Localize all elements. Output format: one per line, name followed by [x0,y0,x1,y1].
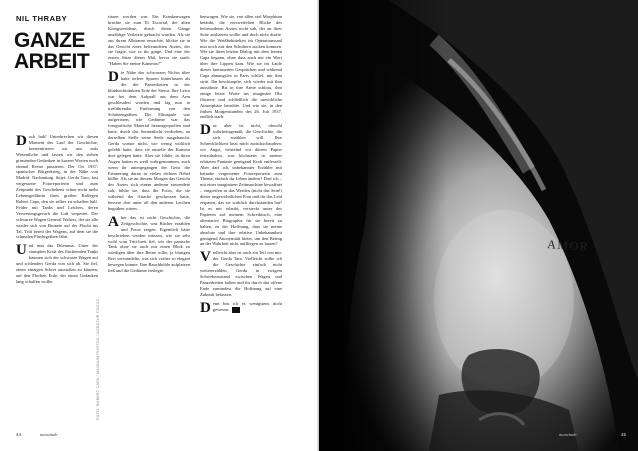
title-line-1: GANZE [14,29,85,52]
photo-torso [319,0,638,451]
page-number-left: 44 [16,432,22,437]
paragraph: Das aber ist nicht, obwohl wahrheitsgemäß, die Geschichte, die sich erzählen will. Ihre Schrecklichkeit lässt mich zurückschaudern: vor Angst, fröstelnd vor dürren Papier festzuhalten, was höchstens in meiner erhitzten Fantasie genügend Kraft entfesselt. Aber darf ich, unbekannter Erzähler mit beinahe vergessener Fotoreporterin zum Thema, einfach ihr Leben ändern? Darf ich – mit einer imaginären Zeitmaschine bewaffnet – eingreifen in das Werden (nicht das Sein!) dieser ungewöhnlichen Frau und ihr das Leid ersparen, das sie wirklich durchstanden hat? Ist es mir erlaubt, versteckt unter des Papieren auf meinem Schreibtisch, eine alternative Biographie für sie bereit zu halten, zu der Hoffnung, dass sie meine absolute und ihre relative Unbekanntheit genügend Anonymität bietet, um den Betrug an der Wahrheit nicht auffliegen zu lassen? [200,122,282,247]
drop-cap: V [200,249,211,266]
paragraph: Die Nähe des schwarzen Nichts über hatte tiefere Spuren hinterlassen als die der Panzerketten in der blutdurchtränkten Erde der Sierra. Ihre Leica war bei dem Aufprall aus dem Arm geschleudert worden und lag nun in irreführender Entfernung von den Schützengräben. Die Filmspule war aufgerissen, wie Gedärme war das fotografische Material herausgequollen und hatte, durch das Sonnenlicht verdorben, an derselben Stelle seine Seele ausgehaucht. Gerda wusste nicht, wie wenig wirklich gefehlt hatte, dass sie anstelle der Kamera dort gelegen hätte. Aber sie fühlte, in ihren Augen hatten es weiß wahrgenommen, auch wenn ihr untergegangen der Geist die Erinnerung daran in vielen dichten Nebel hüllte. Als sie an diesem Morgen das Gesicht des Arztes sich einem anderen zuwendete sah, fühlte sie, dass die Fotos, die sie während der Attacke geschossen hatte, bessere dort unter all den anderen Leichen begraben wären. [108,69,190,211]
drop-cap: D [200,122,211,139]
brand-right: nunwinde [559,432,577,437]
drop-cap: D [108,69,119,86]
article-title [14,30,89,72]
paragraph: Vielleicht aber ist auch ein Teil von mir, der Gerda Taro. Vielleicht sollte ich die Geschichte einfach nicht weitererzählen, Gerda in ewigem Schwebezustand zwischen Wagen und Panzerketten halten und ihr durch das offene Ende zumindest die Hoffnung auf eine Zukunft belassen. [200,249,282,297]
author-name: NIL THRABY [16,14,68,23]
paragraph: rissen worden war. Ein Krankenwagen brachte sie zum El Escorial, der alten Königsresidenz, durch deren Gänge unzählige Verletzte gebracht wurden. Als sie aus ihrem Albtraum erwachte, blickte sie in das Gesicht eines befreundeten Arztes, der sie fragte, wie es ihr ginge. Und eine der ersten Sätze dieses Mal, bevor sie starb: "Haben Sie meine Kameras?" [108,14,190,67]
paragraph: Aber das ist nicht Geschichte, die Zeitgeschichte, was Bücher erzählen und Fotos zeigen. Eigentlich hätte beschrieben werden müssen, wie sie sehr wohl vom Tritt-brett fiel, wie der panische Tank ohne sie auch nur einen Blick zu würdigen über ihre Beine rollte, ja blutigen Brei verwandelte, was sich vorher so elegant bewegen konnte. Ihre Bauchhöhle aufplatzen ließ und die Gedärme freilegte. [108,213,190,274]
text-column-2 [108,14,190,277]
brand-left: nunwinde [40,432,58,437]
photo-credit: FOTO: ROBERT CAPA / MAGNUM PHOTOS / AGENTUR FOCUS [96,298,100,420]
paragraph: Denn bin ich es wenigstens nicht gewesen. [200,299,282,316]
drop-cap: A [108,213,119,230]
text-column-3 [200,14,282,316]
tattoo-text: AMOR [546,237,590,254]
title-line-2: ARBEIT [14,50,90,73]
text-column-1 [16,134,98,288]
right-page [319,0,638,451]
paragraph: Doch halt! Unterbrechen wir diesen Moment des Lauf der Geschichte, konzentrieren wir uns aufs Wesentliche und lassen wir den sieben grinsenden Gedanken in kurzen Worten noch einmal Revue passieren. Der Ort 1937: spanischer Bürgerkrieg, in der Nähe von Madrid. Nachmittag. Sujet: Gerda Taro, fast vergessene Fotoreporterin und zum Zeitpunkt des Geschehens schon nicht mehr Lebensgefährtin ihres großen Kollegen Robert Capa, den sie selber zu schaffen half. Felder mit Tanks und Leichen, deren Verwesungsgeruch die Luft verpestet. Der schwarze Wagen General Walters, der sie alle wieder sich von Brunete auf der Flucht ins Tal. Tritt bereit des Wagens, auf dem sie die schmalen Fluchtgräben fährt. [16,133,98,240]
drop-cap: U [16,242,27,259]
paragraph: Und nun das Dilemma. Unter der stumpfen Kraft des flüchtenden Tanks bäumen sich der schwarze Wagen auf und schleudert Gerda von sich ab. Sie fiel, einen einzigen Schrei ausstoßen zu können, auf den Flechen Erde, der einen Gedanken lang schaffen wollte. [16,242,98,284]
paragraph: kenwagen. Wie sie, von allen viel Morphium betäubt, die verzweifelten Blicke des befreundeten Arztes nicht sah, der an ihrer Seite ausharren wollte und doch nicht durfte. Wie die Weißbekittelten im Operationssaal nun noch mit den Schultern zucken konnten. Wie sie ihren letzten Dialog mit dem fernen Capa begann, ohne dass auch nur ein Wort über ihre Lippen kam. Wie sie im Laufe dieses fantasierten Gesprächen und während Capa ahnungslos in Paris schlief, mit ihm stritt. Ihn beschimpfte, sich wieder mit ihm aussöhnte. Bis in ihre Arme schloss, ihm einige letzte Worte ins imaginäre Ohr flüsterte und schließlich die unwirkliche Atmosphäre betrübte. Und wie sie, in den frühen Morgenstunden des 26. Juli 1937, endlich starb. [200,14,282,120]
spine-gutter [317,0,321,451]
end-mark-icon [232,307,240,313]
page-number-right: 45 [620,432,626,437]
drop-cap: D [16,133,27,149]
drop-cap: D [200,299,211,316]
